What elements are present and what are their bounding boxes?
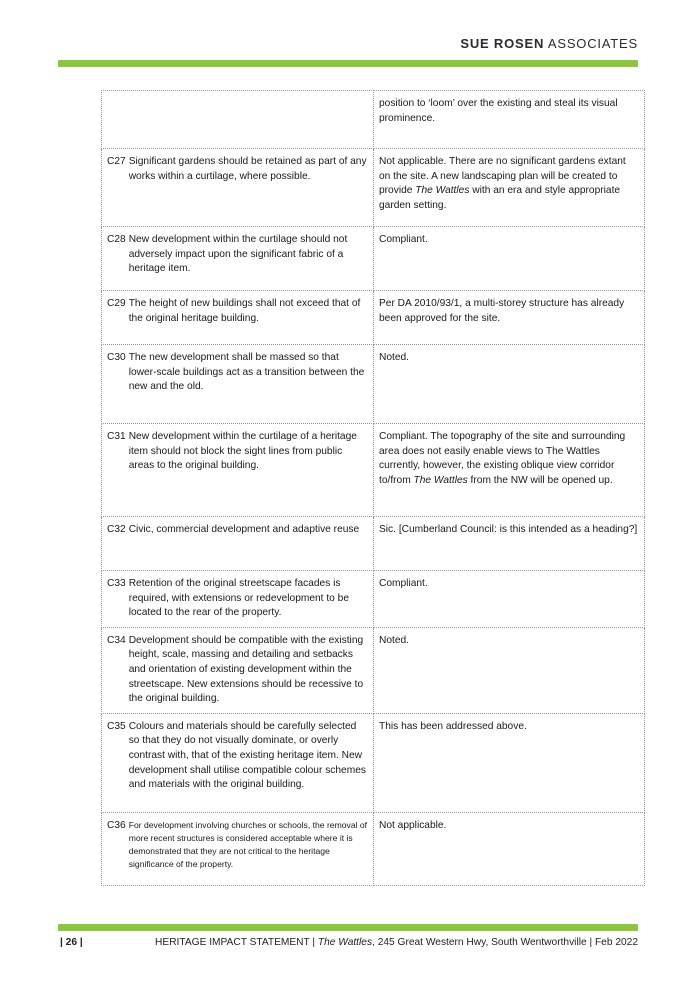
response-text: Compliant.: [379, 234, 428, 245]
control-code: C34: [107, 634, 126, 646]
control-text: New development within the curtilage of a heritage item should not block the sight lines from public areas to the original building.: [128, 431, 357, 472]
response-cell: [374, 812, 645, 885]
response-text: Per DA 2010/93/1, a multi-storey structure has already been approved for the site.: [379, 298, 625, 324]
response-text: Not applicable.: [379, 819, 447, 831]
control-code: C30: [107, 352, 126, 363]
control-text: The new development shall be massed so that lower-scale buildings act as a transition between the new and the old.: [128, 352, 365, 393]
table-row: [102, 291, 645, 345]
control-item: [107, 720, 368, 793]
control-cell: [102, 291, 374, 345]
response-cell: [374, 91, 645, 149]
response-cell: [374, 227, 645, 291]
control-code: C29: [107, 298, 126, 309]
table-row: [102, 571, 645, 628]
control-cell: [102, 91, 374, 149]
brand-suffix: ASSOCIATES: [547, 36, 638, 51]
response-cell: [374, 291, 645, 345]
control-item: [107, 430, 368, 474]
brand-name: SUE ROSEN: [460, 36, 545, 51]
response-text: The Wattles: [413, 474, 468, 486]
control-code: C28: [107, 234, 126, 245]
response-text: Sic. [Cumberland Council: is this intended as a heading?]: [379, 524, 638, 535]
page-number: | 26 |: [60, 937, 83, 948]
control-text: Retention of the original streetscape facades is required, with extensions or redevelopment to be located to the rear of the property.: [128, 578, 349, 619]
control-code: C33: [107, 578, 126, 589]
document-title-property: The Wattles: [317, 937, 373, 948]
control-item: [107, 819, 368, 871]
brand-logo: [460, 36, 638, 51]
control-cell: [102, 345, 374, 424]
control-item: [107, 155, 368, 184]
table-row: [102, 91, 645, 149]
response-text: Noted.: [379, 634, 410, 646]
control-code: C31: [107, 431, 126, 442]
response-text: Compliant.: [379, 578, 428, 589]
table-row: [102, 227, 645, 291]
response-cell: [374, 571, 645, 628]
document-title: [155, 937, 638, 948]
table-row: [102, 149, 645, 227]
control-item: [107, 577, 368, 621]
table-row: [102, 424, 645, 517]
footer-rule: [58, 924, 638, 931]
response-cell: [374, 149, 645, 227]
control-cell: [102, 812, 374, 885]
control-code: C27: [107, 156, 126, 167]
control-cell: [102, 627, 374, 713]
response-text: with an era and style appropriate garden setting.: [379, 185, 621, 211]
response-text: position to ‘loom’ over the existing and steal its visual prominence.: [379, 98, 618, 124]
control-text: Development should be compatible with the existing height, scale, massing and detailing and setbacks and orientation of existing development within the streetscape. New extensions should be recessive to the original building.: [128, 634, 364, 705]
control-item: [107, 233, 368, 277]
response-text: This has been addressed above.: [379, 720, 527, 732]
control-cell: [102, 424, 374, 517]
control-cell: [102, 713, 374, 812]
table-row: [102, 713, 645, 812]
control-cell: [102, 149, 374, 227]
response-cell: [374, 517, 645, 571]
response-cell: [374, 627, 645, 713]
control-text: The height of new buildings shall not exceed that of the original heritage building.: [128, 298, 361, 324]
document-title-suffix: , 245 Great Western Hwy, South Wentworthville | Feb 2022: [372, 937, 638, 948]
response-text: Not applicable. There are no significant gardens extant on the site. A new landscaping plan will be created to provide: [379, 156, 626, 197]
control-text: Colours and materials should be carefully selected so that they do not visually dominate, or overly contrast with, that of the existing heritage item. New development shall utilise compatible colour schemes and materials with the original building.: [128, 720, 366, 791]
table-row: [102, 812, 645, 885]
control-text: Significant gardens should be retained as part of any works within a curtilage, where possible.: [128, 156, 367, 182]
control-item: [107, 634, 368, 707]
control-code: C32: [107, 524, 126, 535]
control-cell: [102, 571, 374, 628]
control-text: New development within the curtilage should not adversely impact upon the significant fabric of a heritage item.: [128, 234, 348, 275]
response-text: The Wattles: [415, 185, 470, 197]
response-cell: [374, 713, 645, 812]
control-text: For development involving churches or schools, the removal of more recent structures is considered acceptable where it is demonstrated that they are not critical to the heritage significance of the property.: [128, 819, 368, 869]
control-code: C35: [107, 720, 126, 732]
table-row: [102, 345, 645, 424]
response-cell: [374, 424, 645, 517]
response-text: from the NW will be opened up.: [467, 474, 613, 486]
response-text: Compliant. The topography of the site and surrounding area does not easily enable views to The Wattles currently, however, the existing oblique view corridor to/from: [379, 431, 626, 486]
control-code: C36: [107, 819, 126, 831]
table-row: [102, 517, 645, 571]
control-text: Civic, commercial development and adaptive reuse: [128, 524, 360, 535]
document-title-prefix: HERITAGE IMPACT STATEMENT |: [155, 937, 318, 948]
control-item: [107, 523, 368, 538]
control-item: [107, 351, 368, 395]
control-item: [107, 297, 368, 326]
heritage-controls-table: [101, 90, 645, 886]
header-rule: [58, 60, 638, 67]
control-cell: [102, 227, 374, 291]
response-cell: [374, 345, 645, 424]
table-row: [102, 627, 645, 713]
response-text: Noted.: [379, 352, 410, 363]
control-cell: [102, 517, 374, 571]
